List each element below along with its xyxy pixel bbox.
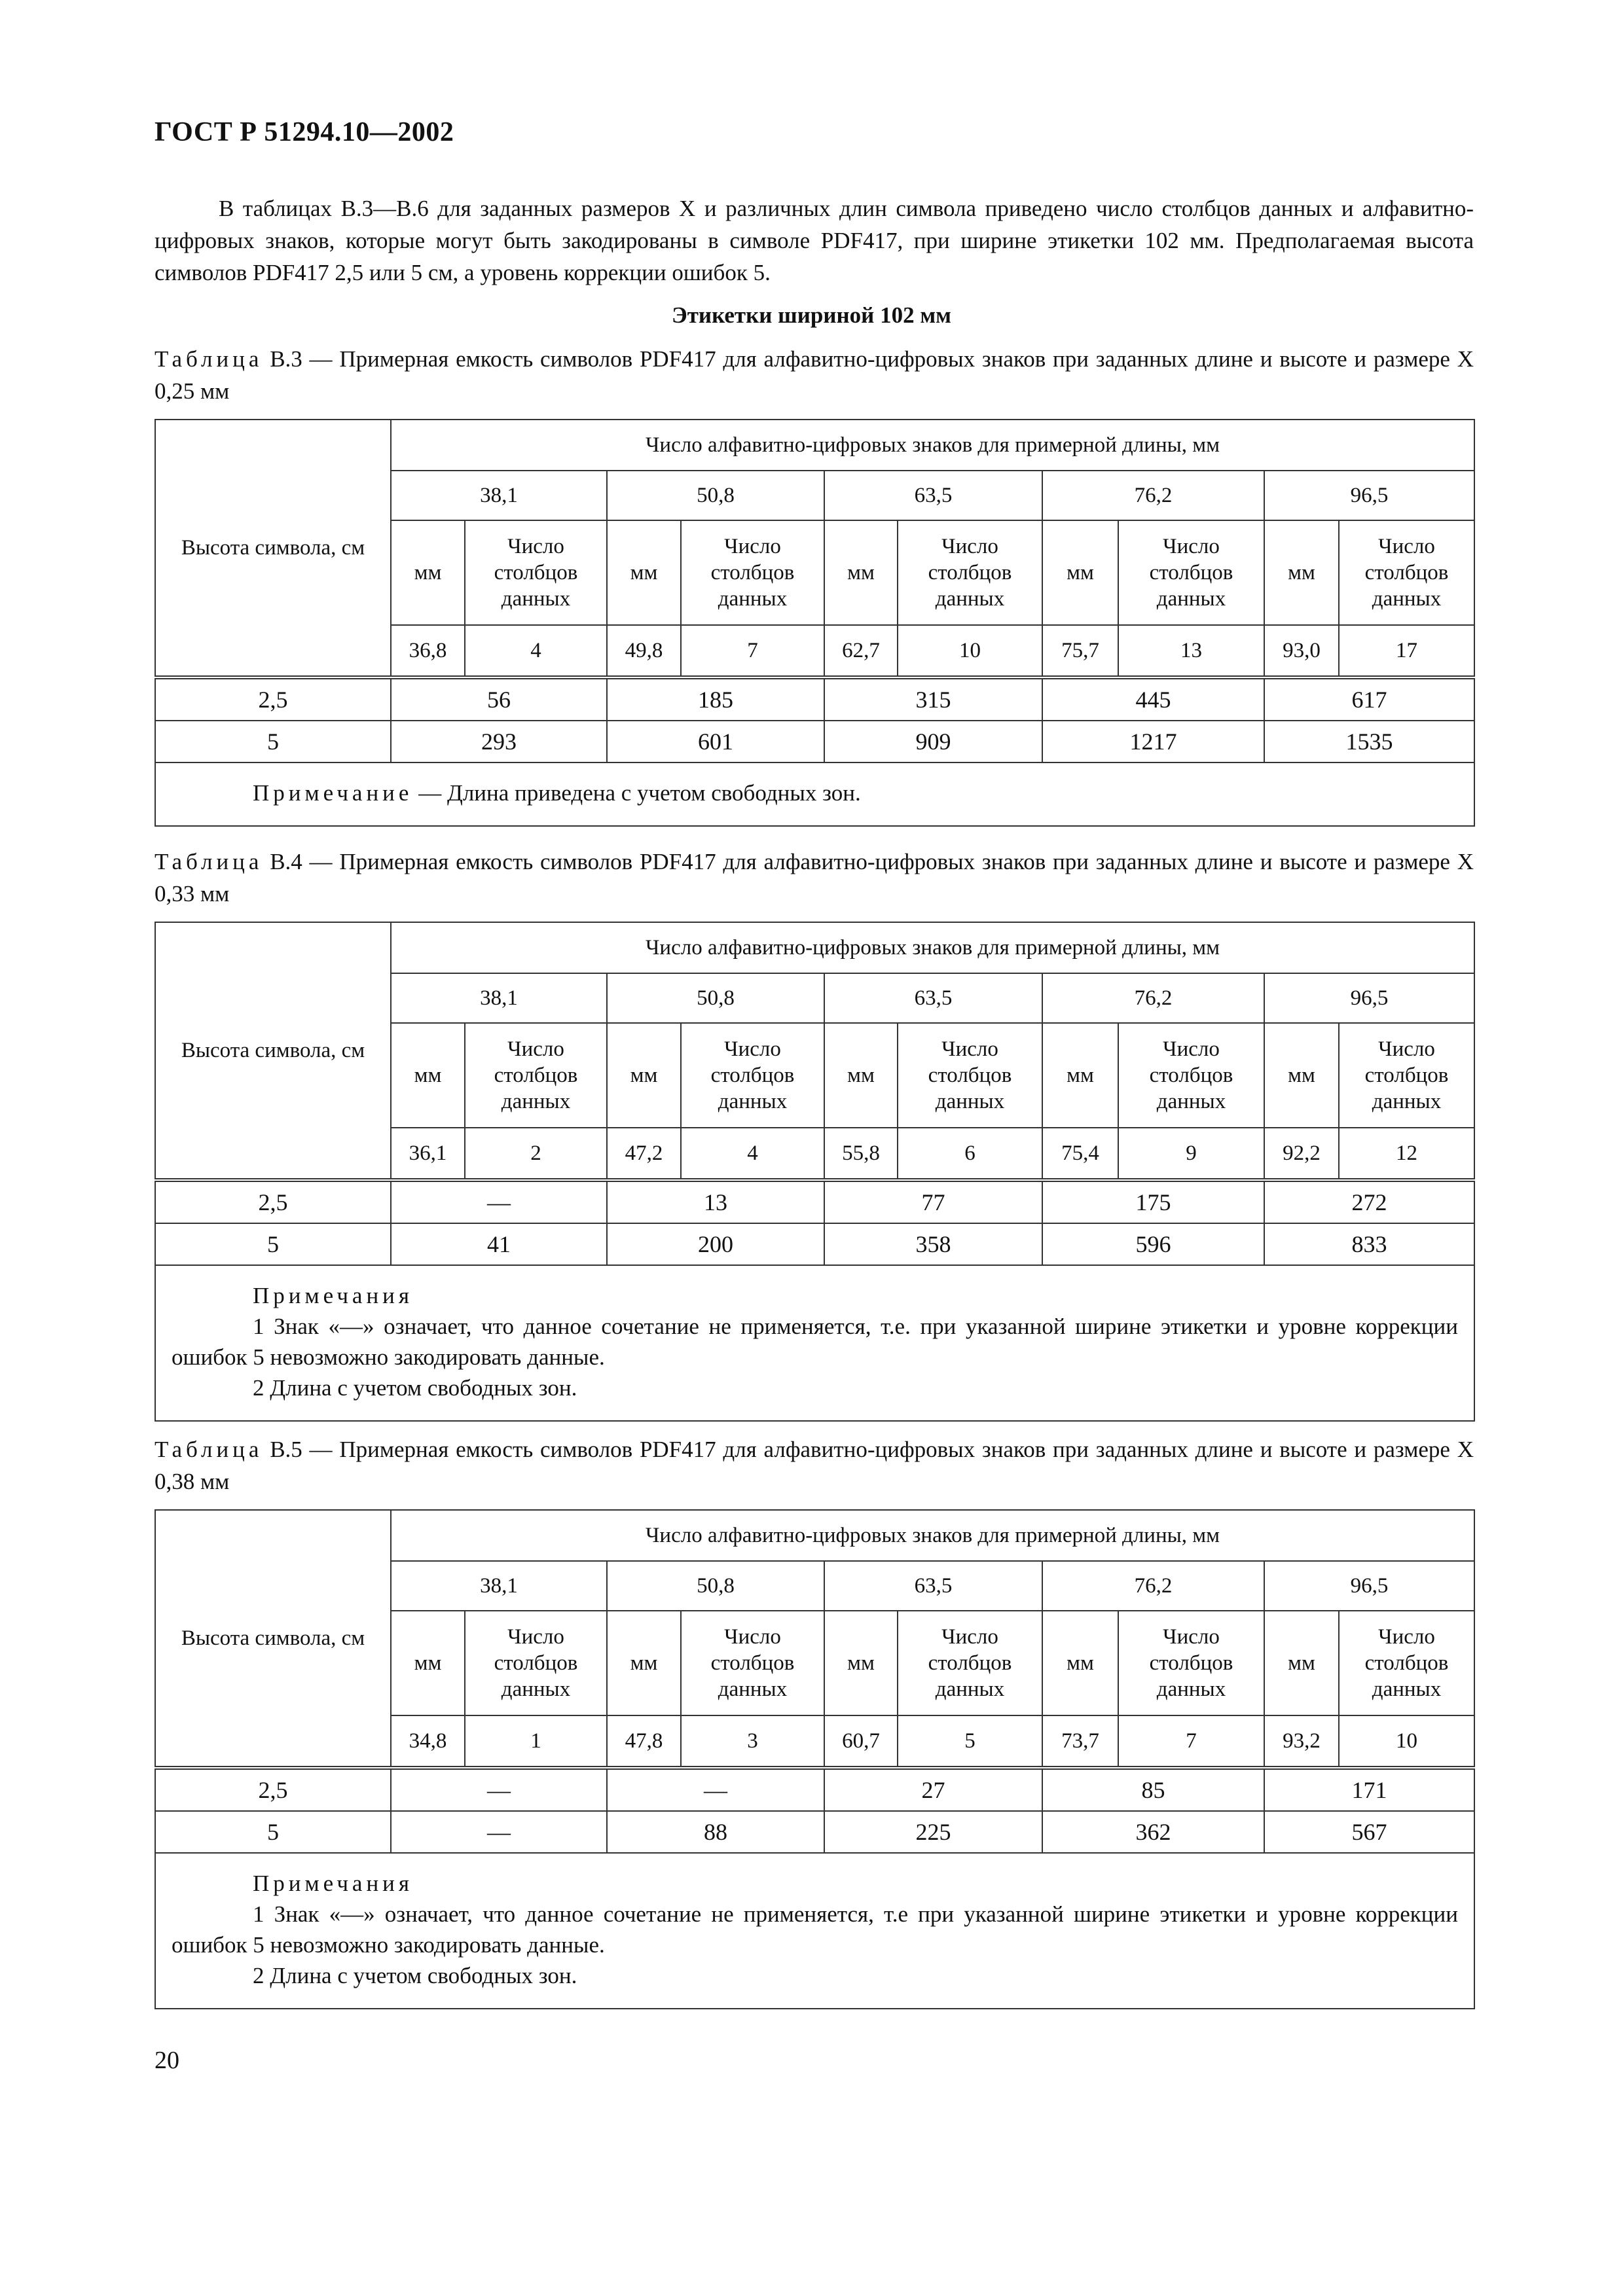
row-value: 293 (391, 721, 607, 762)
document-header: ГОСТ Р 51294.10—2002 (155, 117, 454, 147)
note-label: Примечание (253, 780, 413, 806)
table-b4 (155, 922, 1475, 1422)
table-notes (155, 1853, 1474, 2009)
cols-header: Число столбцов данных (681, 1023, 824, 1128)
row-value: 1535 (1264, 721, 1474, 762)
intro-paragraph (155, 192, 1474, 289)
mm-header: мм (824, 1023, 898, 1128)
cols-value: 7 (681, 625, 824, 677)
table-notes (155, 1265, 1474, 1421)
length-header: 63,5 (824, 973, 1042, 1023)
row-height: 2,5 (155, 1768, 391, 1811)
table-b5 (155, 1509, 1475, 2009)
row-value: 601 (607, 721, 824, 762)
note-item: 1 Знак «—» означает, что данное сочетание не применяется, т.е при указанной ширине этикетки и уровне коррекции ошибок 5 невозможно закодировать данные. (172, 1901, 1459, 1958)
row-value: 272 (1264, 1180, 1474, 1223)
mm-value: 34,8 (391, 1715, 465, 1768)
cols-value: 10 (898, 625, 1042, 677)
row-value: 77 (824, 1180, 1042, 1223)
mm-header: мм (391, 1023, 465, 1128)
note-text: — Длина приведена с учетом свободных зон. (412, 780, 861, 806)
cols-value: 1 (465, 1715, 607, 1768)
mm-header: мм (1264, 520, 1339, 625)
mm-value: 36,1 (391, 1128, 465, 1180)
row-value: 358 (824, 1223, 1042, 1265)
row-value: 13 (607, 1180, 824, 1223)
mm-header: мм (607, 1023, 681, 1128)
cols-value: 4 (465, 625, 607, 677)
row-value: 171 (1264, 1768, 1474, 1811)
row-value: 833 (1264, 1223, 1474, 1265)
mm-header: мм (607, 520, 681, 625)
cols-header: Число столбцов данных (1118, 1611, 1264, 1715)
table-row (155, 1811, 1474, 1853)
row-value: — (391, 1180, 607, 1223)
cols-header: Число столбцов данных (898, 1023, 1042, 1128)
cols-value: 13 (1118, 625, 1264, 677)
cols-value: 6 (898, 1128, 1042, 1180)
length-header: 76,2 (1042, 973, 1264, 1023)
caption-text: В.5 — Примерная емкость символов PDF417 для алфавитно-цифровых знаков при заданных длине и высоте и размере X 0,38 мм (155, 1437, 1474, 1494)
length-header: 96,5 (1264, 471, 1474, 520)
length-header: 38,1 (391, 471, 607, 520)
mm-value: 62,7 (824, 625, 898, 677)
mm-value: 47,8 (607, 1715, 681, 1768)
cols-header: Число столбцов данных (465, 1611, 607, 1715)
cols-header: Число столбцов данных (1339, 1611, 1474, 1715)
mm-header: мм (824, 1611, 898, 1715)
note-item: 2 Длина с учетом свободных зон. (253, 1963, 577, 1988)
cols-value: 4 (681, 1128, 824, 1180)
cols-header: Число столбцов данных (681, 520, 824, 625)
page-number: 20 (155, 2047, 179, 2074)
caption-word: Таблица (155, 346, 263, 372)
group-header: Число алфавитно-цифровых знаков для примерной длины, мм (391, 922, 1474, 973)
cols-header: Число столбцов данных (1339, 1023, 1474, 1128)
height-header: Высота символа, см (155, 1510, 391, 1768)
height-header: Высота символа, см (155, 922, 391, 1180)
mm-header: мм (824, 520, 898, 625)
length-header: 76,2 (1042, 1561, 1264, 1611)
caption-word: Таблица (155, 1437, 263, 1462)
row-value: 27 (824, 1768, 1042, 1811)
caption-text: В.3 — Примерная емкость символов PDF417 для алфавитно-цифровых знаков при заданных длине и высоте и размере X 0,25 мм (155, 346, 1474, 404)
mm-value: 60,7 (824, 1715, 898, 1768)
row-height: 5 (155, 1811, 391, 1853)
row-value: 56 (391, 677, 607, 721)
cols-header: Число столбцов данных (681, 1611, 824, 1715)
cols-value: 7 (1118, 1715, 1264, 1768)
row-value: 175 (1042, 1180, 1264, 1223)
group-header: Число алфавитно-цифровых знаков для примерной длины, мм (391, 1510, 1474, 1561)
mm-value: 47,2 (607, 1128, 681, 1180)
cols-header: Число столбцов данных (1118, 1023, 1264, 1128)
row-value: — (391, 1811, 607, 1853)
cols-value: 5 (898, 1715, 1042, 1768)
cols-header: Число столбцов данных (465, 520, 607, 625)
table-caption-b3 (155, 343, 1474, 407)
length-header: 50,8 (607, 471, 824, 520)
cols-value: 3 (681, 1715, 824, 1768)
mm-value: 55,8 (824, 1128, 898, 1180)
row-value: 567 (1264, 1811, 1474, 1853)
table-row (155, 1223, 1474, 1265)
mm-header: мм (391, 1611, 465, 1715)
mm-value: 75,7 (1042, 625, 1118, 677)
row-height: 5 (155, 721, 391, 762)
group-header: Число алфавитно-цифровых знаков для примерной длины, мм (391, 420, 1474, 471)
row-height: 2,5 (155, 677, 391, 721)
row-value: 315 (824, 677, 1042, 721)
cols-value: 17 (1339, 625, 1474, 677)
table-caption-b4 (155, 846, 1474, 910)
cols-header: Число столбцов данных (898, 1611, 1042, 1715)
section-subtitle: Этикетки шириной 102 мм (671, 302, 952, 328)
notes-label: Примечания (253, 1283, 414, 1308)
mm-value: 75,4 (1042, 1128, 1118, 1180)
table-row (155, 721, 1474, 762)
length-header: 50,8 (607, 1561, 824, 1611)
table-note (155, 762, 1474, 826)
caption-text: В.4 — Примерная емкость символов PDF417 для алфавитно-цифровых знаков при заданных длине и высоте и размере X 0,33 мм (155, 849, 1474, 906)
length-header: 96,5 (1264, 1561, 1474, 1611)
mm-header: мм (391, 520, 465, 625)
mm-header: мм (607, 1611, 681, 1715)
cols-header: Число столбцов данных (465, 1023, 607, 1128)
length-header: 38,1 (391, 1561, 607, 1611)
row-value: — (391, 1768, 607, 1811)
mm-value: 92,2 (1264, 1128, 1339, 1180)
table-caption-b5 (155, 1433, 1474, 1498)
row-value: 185 (607, 677, 824, 721)
mm-header: мм (1042, 1611, 1118, 1715)
mm-header: мм (1042, 520, 1118, 625)
mm-value: 36,8 (391, 625, 465, 677)
table-row (155, 677, 1474, 721)
length-header: 63,5 (824, 1561, 1042, 1611)
row-value: — (607, 1768, 824, 1811)
row-height: 2,5 (155, 1180, 391, 1223)
row-value: 1217 (1042, 721, 1264, 762)
notes-label: Примечания (253, 1871, 414, 1896)
row-value: 200 (607, 1223, 824, 1265)
row-height: 5 (155, 1223, 391, 1265)
row-value: 85 (1042, 1768, 1264, 1811)
mm-header: мм (1264, 1023, 1339, 1128)
cols-value: 12 (1339, 1128, 1474, 1180)
row-value: 617 (1264, 677, 1474, 721)
mm-value: 73,7 (1042, 1715, 1118, 1768)
row-value: 41 (391, 1223, 607, 1265)
row-value: 225 (824, 1811, 1042, 1853)
note-item: 1 Знак «—» означает, что данное сочетание не применяется, т.е. при указанной ширине этикетки и уровне коррекции ошибок 5 невозможно закодировать данные. (172, 1314, 1459, 1370)
cols-value: 2 (465, 1128, 607, 1180)
table-row (155, 1768, 1474, 1811)
length-header: 50,8 (607, 973, 824, 1023)
length-header: 38,1 (391, 973, 607, 1023)
length-header: 96,5 (1264, 973, 1474, 1023)
note-item: 2 Длина с учетом свободных зон. (253, 1375, 577, 1401)
row-value: 596 (1042, 1223, 1264, 1265)
cols-header: Число столбцов данных (898, 520, 1042, 625)
table-row (155, 1180, 1474, 1223)
length-header: 63,5 (824, 471, 1042, 520)
cols-header: Число столбцов данных (1118, 520, 1264, 625)
mm-header: мм (1264, 1611, 1339, 1715)
cols-value: 9 (1118, 1128, 1264, 1180)
mm-value: 93,0 (1264, 625, 1339, 677)
height-header: Высота символа, см (155, 420, 391, 677)
row-value: 445 (1042, 677, 1264, 721)
intro-text: В таблицах В.3—В.6 для заданных размеров X и различных длин символа приведено число столбцов данных и алфавитно-цифровых знаков, которые могут быть закодированы в символе PDF417, при ширине этикетки 102 мм. Предполагаемая высота символов PDF417 2,5 или 5 см, а уровень коррекции ошибок 5. (155, 196, 1474, 285)
length-header: 76,2 (1042, 471, 1264, 520)
mm-value: 93,2 (1264, 1715, 1339, 1768)
row-value: 909 (824, 721, 1042, 762)
mm-value: 49,8 (607, 625, 681, 677)
mm-header: мм (1042, 1023, 1118, 1128)
cols-value: 10 (1339, 1715, 1474, 1768)
row-value: 88 (607, 1811, 824, 1853)
cols-header: Число столбцов данных (1339, 520, 1474, 625)
caption-word: Таблица (155, 849, 263, 874)
table-b3 (155, 419, 1475, 827)
row-value: 362 (1042, 1811, 1264, 1853)
